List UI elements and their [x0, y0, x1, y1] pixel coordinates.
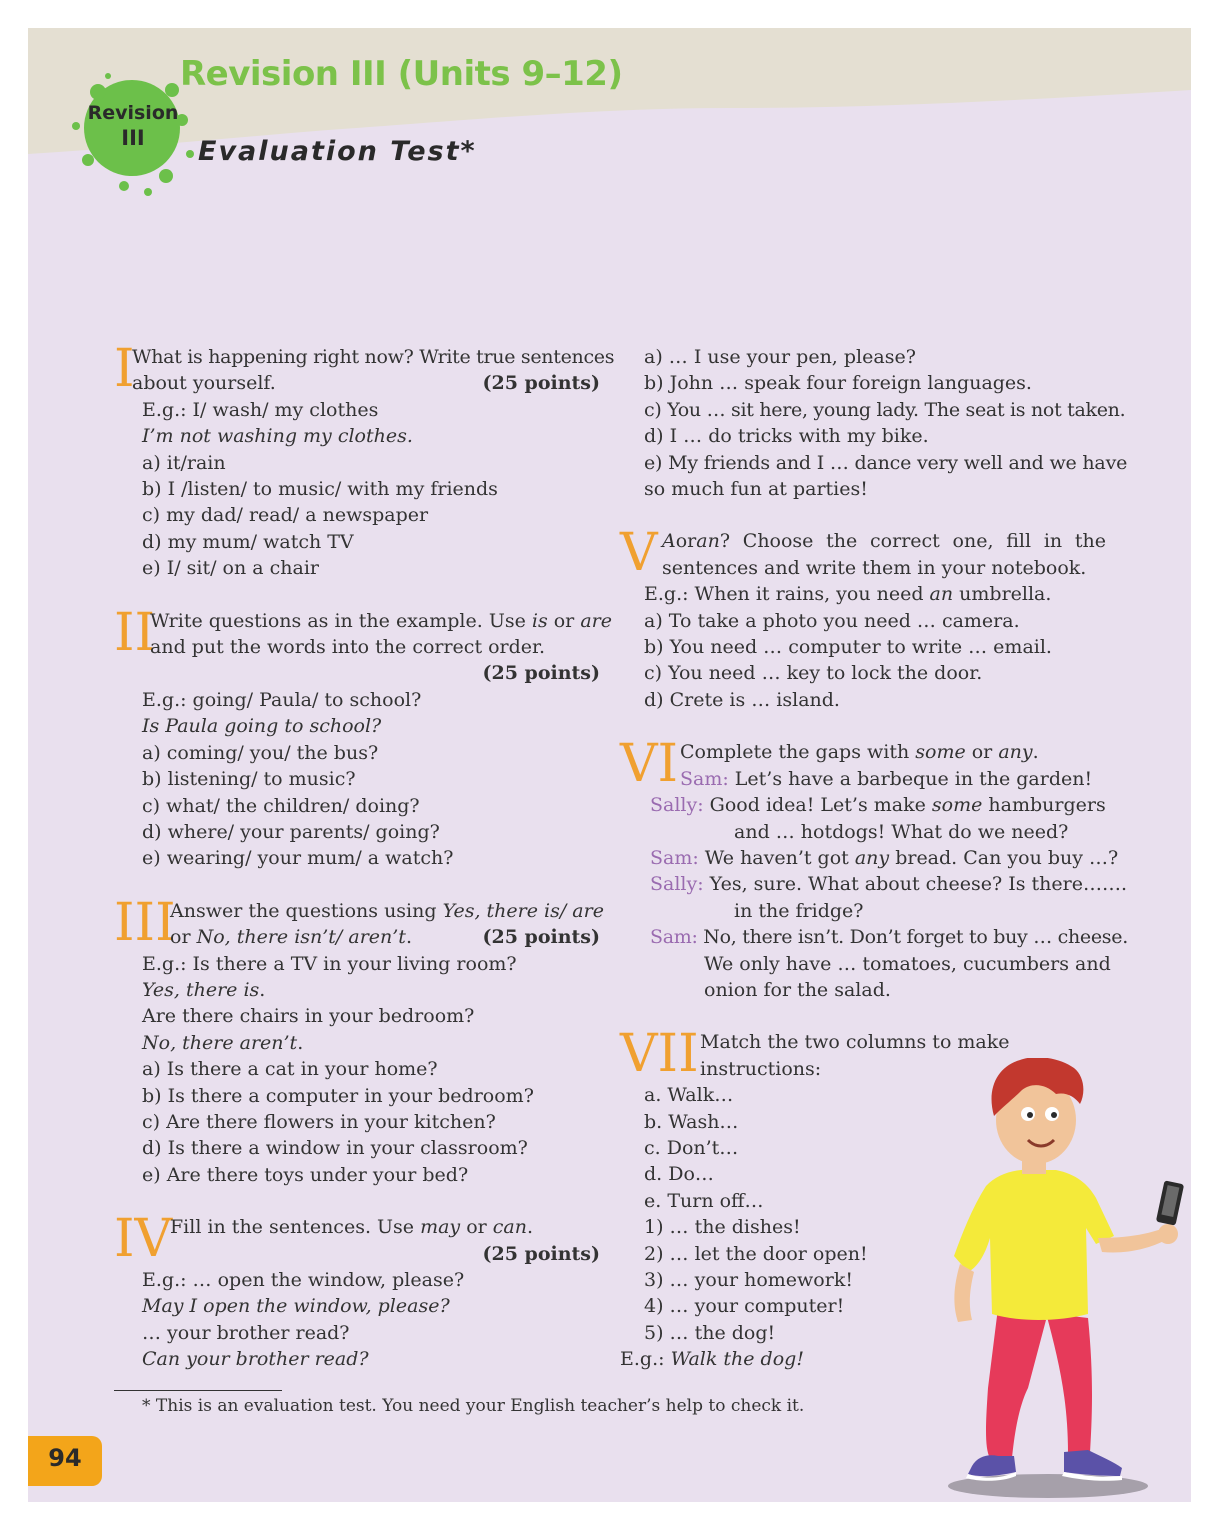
instruction-text: Write questions as in the example. Use — [150, 609, 532, 632]
list-item: d) I … do tricks with my bike. — [644, 425, 929, 448]
example-answer: Can your brother read? — [142, 1348, 369, 1371]
example-keyword: an — [929, 583, 954, 606]
list-item: d) my mum/ watch TV — [142, 530, 354, 553]
instruction-text: . — [405, 926, 412, 949]
section-3 — [114, 892, 604, 1188]
list-item: e. Turn off… — [644, 1189, 764, 1212]
instruction-keyword: may — [420, 1216, 461, 1239]
dialogue-text: bread. Can you buy …? — [889, 846, 1119, 869]
list-item: b) listening/ to music? — [142, 768, 356, 791]
section-2 — [114, 602, 612, 872]
list-item: 5) … the dog! — [644, 1321, 776, 1344]
list-item: c) my dad/ read/ a newspaper — [142, 504, 429, 527]
dialogue-text: Good idea! Let’s make — [703, 794, 932, 817]
dialogue-line: and … hotdogs! What do we need? — [734, 820, 1069, 843]
list-item: a) … I use your pen, please? — [644, 346, 916, 368]
list-item: c) Are there flowers in your kitchen? — [142, 1110, 496, 1133]
list-item: 3) … your homework! — [644, 1269, 853, 1291]
dialogue-line — [680, 766, 1106, 792]
example: Are there chairs in your bedroom? — [142, 1005, 475, 1028]
dialogue-line — [650, 792, 1106, 818]
section-numeral: II — [114, 602, 156, 663]
instruction-text: . — [526, 1216, 534, 1239]
instruction-line — [170, 924, 600, 950]
instruction-text: or — [675, 530, 697, 553]
section-instruction — [114, 1214, 600, 1240]
example-text: E.g.: When it rains, you need — [644, 583, 930, 606]
instruction-text: Fill in the sentences. Use — [170, 1216, 421, 1239]
instruction-keyword: Yes, there is/ are — [442, 899, 604, 922]
instruction-keyword: A — [662, 530, 676, 553]
speaker-label: Sally: — [650, 794, 704, 817]
list-item: b. Wash… — [644, 1110, 739, 1133]
instruction-line — [680, 739, 1106, 765]
answer-punct: . — [259, 978, 266, 1001]
dialogue-text: No, there isn’t. Don’t forget to buy … cheese. — [697, 926, 1128, 949]
instruction-text — [170, 924, 412, 950]
badge-label-line1: Revision — [87, 102, 179, 124]
dialogue-line: in the fridge? — [734, 899, 864, 922]
example-answer: I’m not washing my clothes. — [142, 425, 413, 448]
list-item: 1) … the dishes! — [644, 1216, 801, 1239]
instruction-line: What is happening right now? Write true sentences — [132, 346, 615, 368]
points-label: (25 points) — [482, 926, 600, 949]
dialogue-text: Let’s have a barbeque in the garden! — [728, 767, 1093, 790]
example: E.g.: I/ wash/ my clothes — [142, 398, 379, 421]
page-title: Revision III (Units 9–12) — [180, 54, 623, 94]
example: E.g.: going/ Paula/ to school? — [142, 688, 422, 711]
section-instruction — [620, 523, 1106, 584]
list-item: a) it/rain — [142, 451, 226, 474]
list-item: a) Is there a cat in your home? — [142, 1058, 438, 1081]
instruction-line — [170, 898, 604, 924]
section-numeral: VII — [620, 1024, 699, 1085]
section-numeral: III — [114, 892, 176, 953]
instruction-text: . — [1032, 741, 1039, 764]
section-instruction — [114, 892, 604, 953]
list-item: e) I/ sit/ on a chair — [142, 557, 319, 580]
section-numeral: I — [114, 339, 135, 399]
list-item: b) John … speak four foreign languages. — [644, 372, 1032, 395]
list-item: d) where/ your parents/ going? — [142, 820, 440, 843]
example-answer — [114, 977, 600, 1003]
instruction-text: about yourself. — [132, 372, 276, 395]
section-4 — [114, 1209, 600, 1372]
footnote: * This is an evaluation test. You need your English teacher’s help to check it. — [142, 1396, 805, 1416]
instruction-keyword: an — [696, 530, 720, 553]
list-item: d) Crete is … island. — [644, 688, 840, 711]
dialogue — [620, 792, 1128, 1003]
example-text: E.g.: — [620, 1348, 671, 1371]
dialogue-line: onion for the salad. — [704, 978, 891, 1001]
instruction-keyword: any — [998, 741, 1033, 764]
instruction-line: instructions: — [700, 1057, 822, 1080]
example-text: umbrella. — [953, 583, 1052, 606]
list-item: a. Walk… — [644, 1084, 734, 1107]
instruction-text: Complete the gaps with — [680, 741, 916, 764]
example-answer: Walk the dog! — [670, 1348, 804, 1371]
example: … your brother read? — [142, 1321, 350, 1344]
speaker-label: Sally: — [650, 873, 704, 896]
footnote-divider — [114, 1390, 282, 1391]
dialogue-keyword: any — [854, 846, 890, 869]
list-item: d. Do… — [644, 1163, 714, 1186]
example: E.g.: Is there a TV in your living room? — [142, 952, 517, 975]
points-label: (25 points) — [482, 372, 600, 395]
dialogue-line: We only have … tomatoes, cucumbers and — [704, 952, 1111, 975]
dialogue-text: We haven’t got — [698, 846, 855, 869]
example — [620, 581, 1106, 607]
list-item: b) You need … computer to write … email. — [644, 636, 1052, 659]
speaker-label: Sam: — [650, 926, 698, 949]
points-label: (25 points) — [482, 1242, 600, 1265]
list-item: 2) … let the door open! — [644, 1242, 868, 1265]
answer-text: Yes, there is — [142, 978, 260, 1001]
page-number-tab — [28, 1436, 102, 1486]
section-instruction — [114, 339, 615, 399]
list-item: a) To take a photo you need … camera. — [644, 609, 1020, 632]
instruction-keyword: some — [915, 741, 966, 764]
instruction-keyword: is — [531, 609, 548, 632]
dialogue-line — [650, 924, 1128, 950]
dialogue-keyword: some — [931, 794, 983, 817]
list-item: 4) … your computer! — [644, 1295, 845, 1318]
instruction-line — [132, 370, 600, 396]
dialogue-text: Yes, sure. What about cheese? Is there……. — [703, 873, 1128, 896]
instruction-keyword: can — [492, 1216, 527, 1239]
badge-label-line2: III — [121, 126, 145, 150]
answer-punct: . — [297, 1031, 304, 1054]
list-item: c) what/ the children/ doing? — [142, 794, 420, 817]
list-item: e) Are there toys under your bed? — [142, 1163, 469, 1186]
list-item: so much fun at parties! — [644, 478, 868, 501]
instruction-line — [662, 528, 1106, 554]
points-label: (25 points) — [482, 662, 600, 685]
left-column — [114, 339, 615, 1373]
dialogue-line — [650, 871, 1128, 897]
instruction-text: Answer the questions using — [170, 899, 443, 922]
section-numeral: V — [620, 523, 658, 584]
page-subtitle: Evaluation Test* — [198, 136, 477, 167]
instruction-text: or — [460, 1216, 493, 1239]
section-numeral: VI — [620, 734, 679, 795]
example-answer: Is Paula going to school? — [142, 715, 382, 738]
instruction-text: ? Choose the correct one, fill in the — [719, 530, 1106, 553]
instruction-line — [170, 1214, 600, 1240]
instruction-line: Match the two columns to make — [700, 1031, 1010, 1054]
section-5 — [620, 523, 1106, 713]
instruction-text: or — [170, 926, 197, 949]
section-instruction — [620, 734, 1106, 795]
page-number: 94 — [48, 1444, 82, 1472]
dialogue-text: hamburgers — [982, 794, 1106, 817]
list-item: e) My friends and I … dance very well and we have — [644, 451, 1128, 474]
instruction-text: or — [547, 609, 581, 632]
list-item: d) Is there a window in your classroom? — [142, 1137, 528, 1160]
boy-with-phone-illustration — [928, 1058, 1191, 1502]
list-item: b) I /listen/ to music/ with my friends — [142, 478, 498, 501]
section-6 — [620, 734, 1128, 1003]
instruction-text: or — [965, 741, 999, 764]
section-1 — [114, 339, 615, 582]
instruction-line — [150, 608, 612, 634]
speaker-label: Sam: — [680, 767, 729, 790]
instruction-line: sentences and write them in your notebook. — [662, 556, 1087, 579]
example-answer: May I open the window, please? — [142, 1295, 450, 1318]
list-item: c) You need … key to lock the door. — [644, 662, 983, 685]
example-answer — [114, 1030, 600, 1056]
answer-text: No, there aren’t — [142, 1031, 298, 1054]
speaker-label: Sam: — [650, 846, 699, 869]
section-numeral: IV — [114, 1209, 173, 1270]
instruction-line: and put the words into the correct order. — [150, 636, 546, 659]
page — [28, 28, 1191, 1502]
section-4-items — [620, 344, 1128, 502]
instruction-keyword: are — [580, 609, 612, 632]
list-item: c. Don’t… — [644, 1136, 739, 1159]
dialogue-line — [650, 845, 1119, 871]
list-item: c) You … sit here, young lady. The seat is not taken. — [644, 398, 1126, 421]
list-item: b) Is there a computer in your bedroom? — [142, 1084, 534, 1107]
list-item: a) coming/ you/ the bus? — [142, 741, 379, 764]
list-item: e) wearing/ your mum/ a watch? — [142, 847, 454, 870]
example: E.g.: … open the window, please? — [142, 1269, 465, 1291]
instruction-keyword: No, there isn’t/ aren’t — [196, 926, 406, 949]
section-instruction — [114, 602, 612, 663]
